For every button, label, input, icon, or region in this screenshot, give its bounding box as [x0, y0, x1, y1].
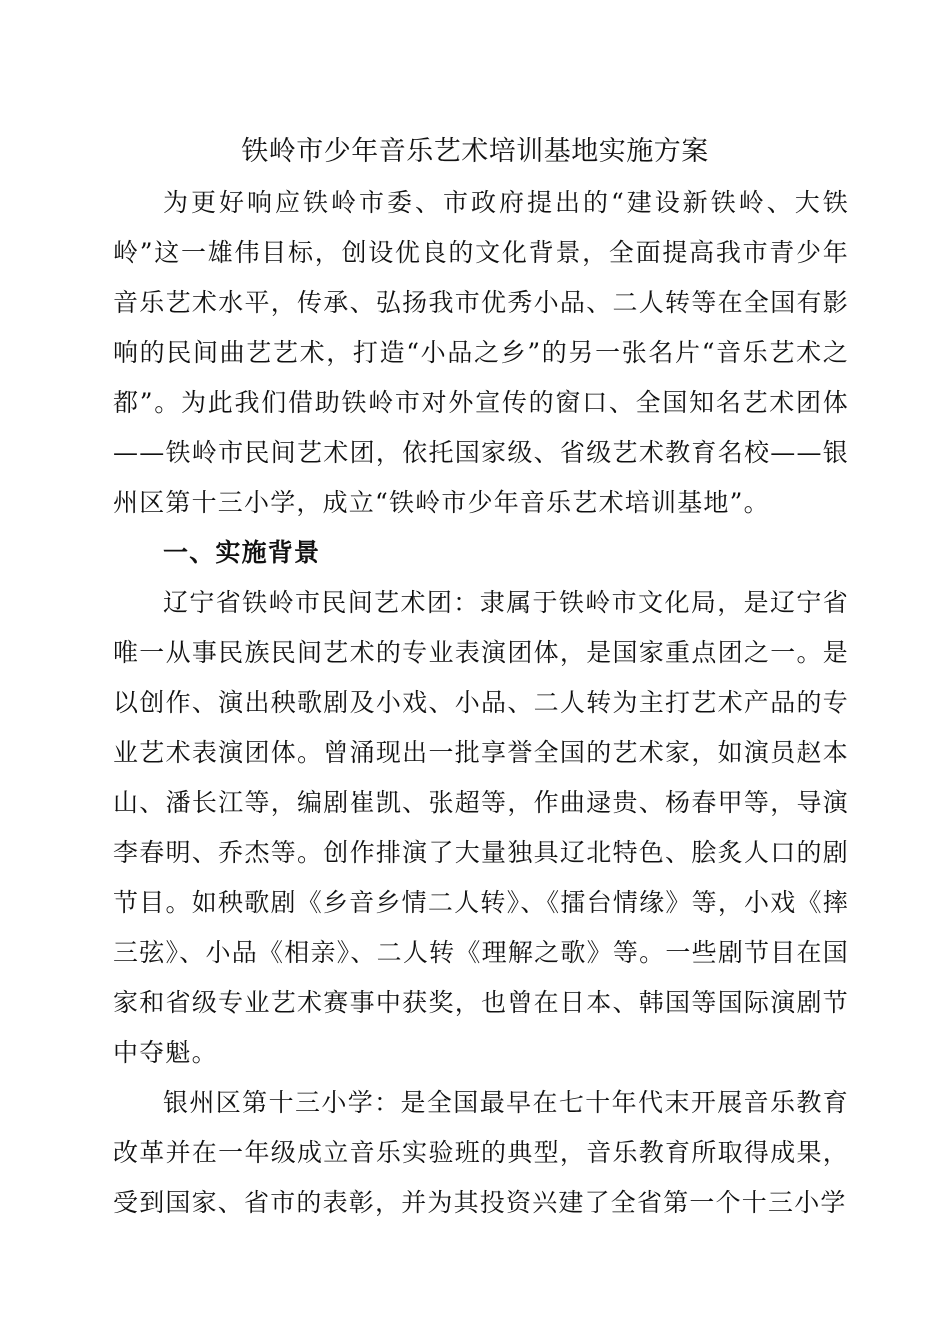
document-title: 铁岭市少年音乐艺术培训基地实施方案 — [241, 136, 709, 167]
folk-art-troupe-paragraph: 辽宁省铁岭市民间艺术团：隶属于铁岭市文化局，是辽宁省唯一从事民族民间艺术的专业表演团体，是国家重点团之一。是以创作、演出秧歌剧及小戏、小品、二人转为主打艺术产品的专业艺术表演团体。曾涌现出一批享誉全国的艺术家，如演员赵本山、潘长江等，编剧崔凯、张超等，作曲逯贵、杨春甲等，导演李春明、乔杰等。创作排演了大量独具辽北特色、脍炙人口的剧节目。如秧歌剧《乡音乡情二人转》、《擂台情缘》等，小戏《摔三弦》、小品《相亲》、二人转《理解之歌》等。一些剧节目在国家和省级专业艺术赛事中获奖，也曾在日本、韩国等国际演剧节中夺魁。 — [113, 588, 849, 1067]
section-heading-background: 一、实施背景 — [163, 538, 321, 567]
document-body — [113, 178, 849, 1228]
intro-paragraph: 为更好响应铁岭市委、市政府提出的“建设新铁岭、大铁岭”这一雄伟目标，创设优良的文化背景，全面提高我市青少年音乐艺术水平，传承、弘扬我市优秀小品、二人转等在全国有影响的民间曲艺艺术，打造“小品之乡”的另一张名片“音乐艺术之都”。为此我们借助铁岭市对外宣传的窗口、全国知名艺术团体——铁岭市民间艺术团，依托国家级、省级艺术教育名校——银州区第十三小学，成立“铁岭市少年音乐艺术培训基地”。 — [113, 188, 849, 517]
school-paragraph: 银州区第十三小学：是全国最早在七十年代末开展音乐教育改革并在一年级成立音乐实验班的典型，音乐教育所取得成果，受到国家、省市的表彰，并为其投资兴建了全省第一个十三小学 — [113, 1088, 849, 1217]
